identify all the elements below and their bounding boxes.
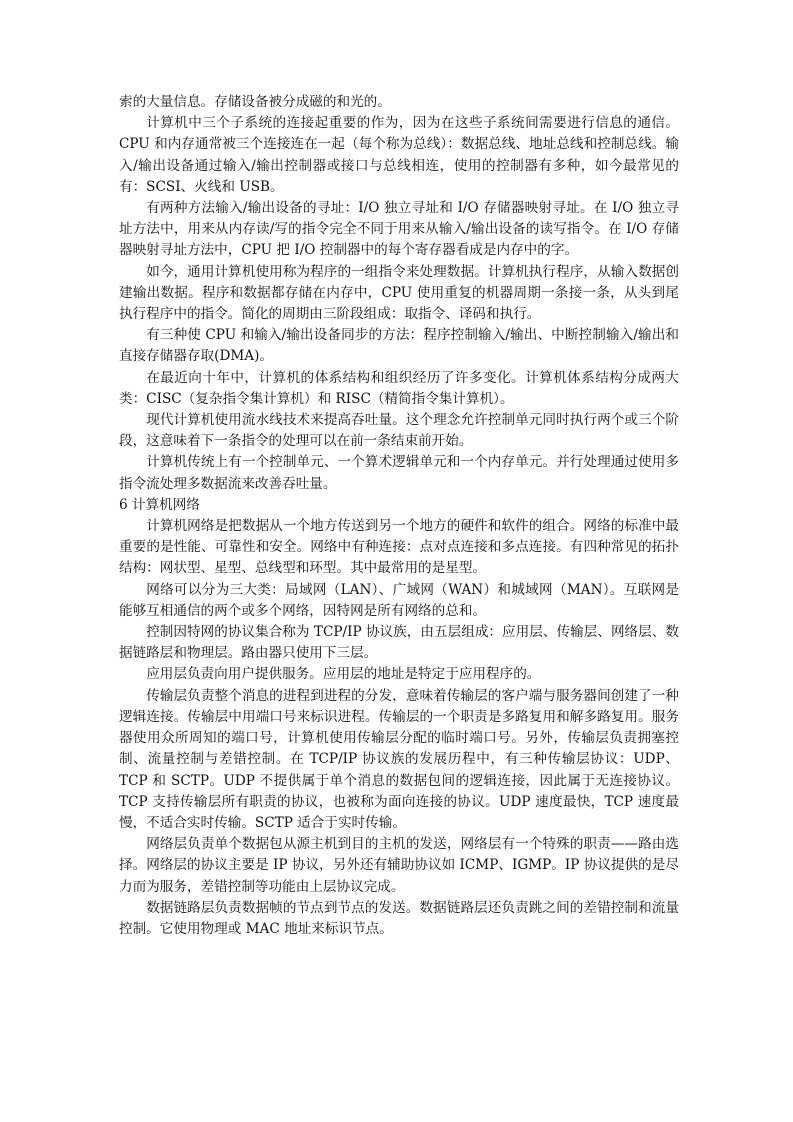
paragraph: 有三种使 CPU 和输入/输出设备同步的方法：程序控制输入/输出、中断控制输入/输出和直接存储器存取(DMA)。 bbox=[119, 327, 679, 365]
paragraph: 控制因特网的协议集合称为 TCP/IP 协议族，由五层组成：应用层、传输层、网络层、数据链路层和物理层。路由器只使用下三层。 bbox=[119, 624, 679, 662]
paragraph: 应用层负责向用户提供服务。应用层的地址是特定于应用程序的。 bbox=[146, 666, 541, 683]
paragraph: 计算机中三个子系统的连接起重要的作为，因为在这些子系统间需要进行信息的通信。CPU 和内存通常被三个连接连在一起（每个称为总线）：数据总线、地址总线和控制总线。输入/输出设备通过输入/输出控制器或接口与总线相连，使用的控制器有多种，如今最常见的有：SCSI、火线和 USB。 bbox=[119, 115, 679, 195]
paragraph: 有两种方法输入/输出设备的寻址：I/O 独立寻址和 I/O 存储器映射寻址。在 I/O 独立寻址方法中，用来从内存读/写的指令完全不同于用来从输入/输出设备的读写指令。在 I/O 存储器映射寻址方法中，CPU 把 I/O 控制器中的每个寄存器看成是内存中的字。 bbox=[119, 200, 679, 259]
document-page bbox=[119, 92, 679, 940]
paragraph: 计算机传统上有一个控制单元、一个算术逻辑单元和一个内存单元。并行处理通过使用多指令流处理多数据流来改善吞吐量。 bbox=[119, 454, 679, 492]
paragraph: 计算机网络是把数据从一个地方传送到另一个地方的硬件和软件的组合。网络的标准中最重要的是性能、可靠性和安全。网络中有种连接：点对点连接和多点连接。有四种常见的拓扑结构：网状型、星型、总线型和环型。其中最常用的是星型。 bbox=[119, 518, 679, 577]
paragraph: 传输层负责整个消息的进程到进程的分发，意味着传输层的客户端与服务器间创建了一种逻辑连接。传输层中用端口号来标识进程。传输层的一个职责是多路复用和解多路复用。服务器使用众所周知的端口号，计算机使用传输层分配的临时端口号。另外，传输层负责拥塞控制、流量控制与差错控制。在 TCP/IP 协议族的发展历程中，有三种传输层协议：UDP、TCP 和 SCTP。UDP 不提供属于单个消息的数据包间的逻辑连接，因此属于无连接协议。TCP 支持传输层所有职责的协议，也被称为面向连接的协议。UDP 速度最快，TCP 速度最慢，不适合实时传输。SCTP 适合于实时传输。 bbox=[119, 687, 679, 831]
section-heading: 6 计算机网络 bbox=[119, 496, 200, 513]
paragraph: 如今，通用计算机使用称为程序的一组指令来处理数据。计算机执行程序，从输入数据创建输出数据。程序和数据都存储在内存中，CPU 使用重复的机器周期一条接一条，从头到尾执行程序中的指令。简化的周期由三阶段组成：取指令、译码和执行。 bbox=[119, 263, 679, 323]
paragraph: 网络层负责单个数据包从源主机到目的主机的发送，网络层有一个特殊的职责——路由选择。网络层的协议主要是 IP 协议，另外还有辅助协议如 ICMP、IGMP。IP 协议提供的是尽力而为服务，差错控制等功能由上层协议完成。 bbox=[119, 836, 679, 895]
paragraph: 现代计算机使用流水线技术来提高吞吐量。这个理念允许控制单元同时执行两个或三个阶段，这意味着下一条指令的处理可以在前一条结束前开始。 bbox=[119, 412, 679, 450]
paragraph: 在最近向十年中，计算机的体系结构和组织经历了许多变化。计算机体系结构分成两大类：CISC（复杂指令集计算机）和 RISC（精简指令集计算机）。 bbox=[119, 369, 679, 407]
paragraph: 索的大量信息。存储设备被分成磁的和光的。 bbox=[119, 94, 391, 110]
paragraph: 数据链路层负责数据帧的节点到节点的发送。数据链路层还负责跳之间的差错控制和流量控制。它使用物理或 MAC 地址来标识节点。 bbox=[119, 899, 679, 937]
paragraph: 网络可以分为三大类：局域网（LAN）、广域网（WAN）和城域网（MAN）。互联网是能够互相通信的两个或多个网络，因特网是所有网络的总和。 bbox=[119, 581, 679, 619]
